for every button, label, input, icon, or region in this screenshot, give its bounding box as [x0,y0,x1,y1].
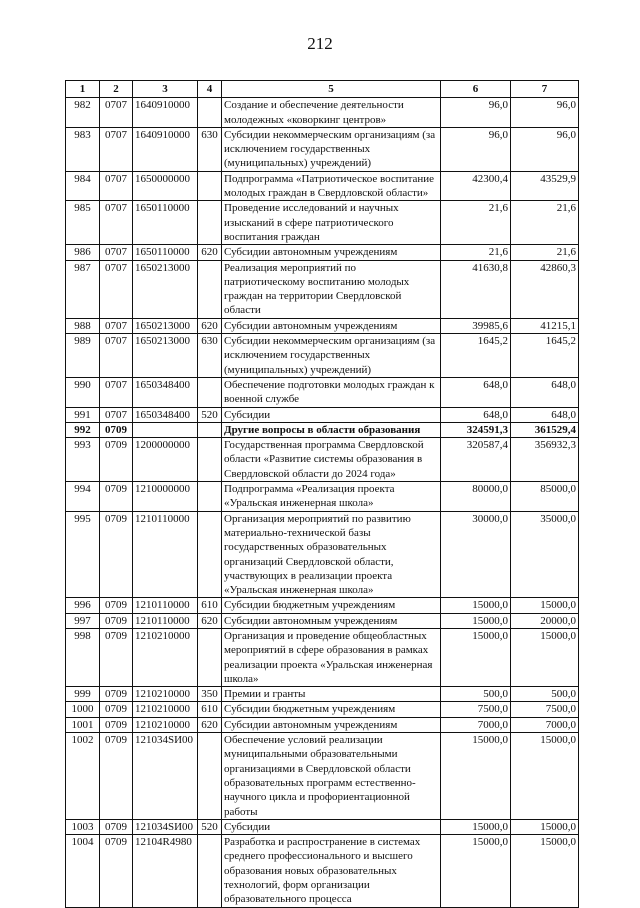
amount-year-2: 15000,0 [511,819,579,834]
section-code: 0707 [100,318,133,333]
section-code: 0707 [100,245,133,260]
table-header-row [66,81,579,98]
row-number: 999 [66,687,100,702]
section-code: 0707 [100,407,133,422]
row-number: 991 [66,407,100,422]
expense-type-code [198,201,222,245]
budget-table [65,80,579,908]
section-code: 0709 [100,717,133,732]
target-article-code: 1210000000 [133,482,198,512]
target-article-code: 1210110000 [133,613,198,628]
amount-year-2: 15000,0 [511,628,579,686]
item-name: Субсидии [222,407,441,422]
item-name: Организация и проведение общеобластных мероприятий в сфере образования в рамках реализации проекта «Уральская инженерная школа» [222,628,441,686]
amount-year-2: 1645,2 [511,334,579,378]
row-number: 992 [66,422,100,437]
amount-year-2: 15000,0 [511,598,579,613]
target-article-code: 1210110000 [133,511,198,598]
table-row [66,318,579,333]
item-name: Реализация мероприятий по патриотическому воспитанию молодых граждан на территории Свердловской области [222,260,441,318]
row-number: 990 [66,377,100,407]
expense-type-code [198,422,222,437]
target-article-code: 121034SИ00 [133,819,198,834]
amount-year-1: 41630,8 [441,260,511,318]
expense-type-code [198,511,222,598]
item-name: Субсидии бюджетным учреждениям [222,702,441,717]
item-name: Субсидии автономным учреждениям [222,245,441,260]
row-number: 988 [66,318,100,333]
section-code: 0707 [100,260,133,318]
amount-year-2: 7500,0 [511,702,579,717]
amount-year-1: 320587,4 [441,438,511,482]
section-code: 0709 [100,482,133,512]
table-row [66,422,579,437]
amount-year-1: 500,0 [441,687,511,702]
col-header-name: 5 [222,81,441,98]
expense-type-code: 620 [198,245,222,260]
amount-year-1: 80000,0 [441,482,511,512]
target-article-code: 1650348400 [133,377,198,407]
table-row [66,438,579,482]
item-name: Субсидии автономным учреждениям [222,318,441,333]
amount-year-2: 96,0 [511,98,579,128]
amount-year-1: 15000,0 [441,598,511,613]
target-article-code: 12104R4980 [133,835,198,907]
section-code: 0709 [100,438,133,482]
target-article-code: 1650213000 [133,318,198,333]
expense-type-code [198,260,222,318]
target-article-code: 1210210000 [133,628,198,686]
table-row [66,598,579,613]
row-number: 1002 [66,733,100,820]
item-name: Подпрограмма «Патриотическое воспитание молодых граждан в Свердловской области» [222,171,441,201]
table-row [66,98,579,128]
item-name: Премии и гранты [222,687,441,702]
amount-year-1: 96,0 [441,127,511,171]
amount-year-1: 21,6 [441,245,511,260]
col-header-num: 1 [66,81,100,98]
amount-year-2: 21,6 [511,245,579,260]
table-row [66,717,579,732]
expense-type-code: 620 [198,717,222,732]
target-article-code: 1650213000 [133,260,198,318]
target-article-code: 1200000000 [133,438,198,482]
expense-type-code: 620 [198,318,222,333]
target-article-code: 1650348400 [133,407,198,422]
amount-year-2: 42860,3 [511,260,579,318]
table-row [66,511,579,598]
amount-year-2: 15000,0 [511,733,579,820]
amount-year-2: 356932,3 [511,438,579,482]
expense-type-code [198,835,222,907]
item-name: Создание и обеспечение деятельности молодежных «коворкинг центров» [222,98,441,128]
section-code: 0709 [100,687,133,702]
item-name: Проведение исследований и научных изысканий в сфере патриотического воспитания граждан [222,201,441,245]
amount-year-1: 1645,2 [441,334,511,378]
amount-year-1: 96,0 [441,98,511,128]
section-code: 0709 [100,733,133,820]
table-row [66,377,579,407]
expense-type-code: 630 [198,334,222,378]
section-code: 0709 [100,835,133,907]
item-name: Субсидии [222,819,441,834]
table-row [66,127,579,171]
target-article-code [133,422,198,437]
section-code: 0709 [100,613,133,628]
table-row [66,260,579,318]
table-row [66,245,579,260]
item-name: Обеспечение подготовки молодых граждан к военной службе [222,377,441,407]
table-row [66,201,579,245]
section-code: 0709 [100,422,133,437]
row-number: 1001 [66,717,100,732]
amount-year-1: 7500,0 [441,702,511,717]
col-header-amount-2: 7 [511,81,579,98]
expense-type-code: 520 [198,819,222,834]
target-article-code: 1650000000 [133,171,198,201]
amount-year-1: 15000,0 [441,835,511,907]
col-header-expense-type: 4 [198,81,222,98]
row-number: 987 [66,260,100,318]
amount-year-2: 20000,0 [511,613,579,628]
item-name: Организация мероприятий по развитию материально-технической базы государственных образовательных организаций Свердловской области, участвующих в реализации проекта «Уральская инженерная школа» [222,511,441,598]
target-article-code: 1650213000 [133,334,198,378]
expense-type-code: 630 [198,127,222,171]
item-name: Субсидии автономным учреждениям [222,717,441,732]
expense-type-code: 520 [198,407,222,422]
target-article-code: 1210210000 [133,702,198,717]
amount-year-2: 85000,0 [511,482,579,512]
expense-type-code [198,438,222,482]
item-name: Субсидии бюджетным учреждениям [222,598,441,613]
row-number: 1003 [66,819,100,834]
target-article-code: 1210210000 [133,687,198,702]
row-number: 986 [66,245,100,260]
item-name: Субсидии некоммерческим организациям (за исключением государственных (муниципальных) учреждений) [222,334,441,378]
table-row [66,819,579,834]
amount-year-2: 500,0 [511,687,579,702]
row-number: 984 [66,171,100,201]
item-name: Субсидии некоммерческим организациям (за исключением государственных (муниципальных) учреждений) [222,127,441,171]
row-number: 983 [66,127,100,171]
section-code: 0709 [100,628,133,686]
amount-year-1: 30000,0 [441,511,511,598]
section-code: 0707 [100,377,133,407]
target-article-code: 1210110000 [133,598,198,613]
section-code: 0707 [100,334,133,378]
amount-year-1: 648,0 [441,407,511,422]
item-name: Подпрограмма «Реализация проекта «Уральская инженерная школа» [222,482,441,512]
table-row [66,407,579,422]
row-number: 1000 [66,702,100,717]
amount-year-2: 361529,4 [511,422,579,437]
section-code: 0709 [100,819,133,834]
amount-year-2: 15000,0 [511,835,579,907]
table-row [66,733,579,820]
target-article-code: 1650110000 [133,201,198,245]
amount-year-1: 324591,3 [441,422,511,437]
row-number: 1004 [66,835,100,907]
row-number: 995 [66,511,100,598]
row-number: 997 [66,613,100,628]
table-row [66,482,579,512]
expense-type-code [198,628,222,686]
amount-year-2: 648,0 [511,407,579,422]
expense-type-code [198,171,222,201]
amount-year-2: 41215,1 [511,318,579,333]
row-number: 993 [66,438,100,482]
section-code: 0707 [100,98,133,128]
expense-type-code: 620 [198,613,222,628]
item-name: Государственная программа Свердловской области «Развитие системы образования в Свердловской области до 2024 года» [222,438,441,482]
amount-year-1: 15000,0 [441,733,511,820]
row-number: 998 [66,628,100,686]
expense-type-code [198,733,222,820]
amount-year-1: 21,6 [441,201,511,245]
amount-year-1: 15000,0 [441,628,511,686]
table-row [66,334,579,378]
amount-year-1: 42300,4 [441,171,511,201]
target-article-code: 1640910000 [133,98,198,128]
section-code: 0707 [100,127,133,171]
expense-type-code [198,482,222,512]
expense-type-code: 610 [198,702,222,717]
amount-year-1: 39985,6 [441,318,511,333]
target-article-code: 1650110000 [133,245,198,260]
item-name: Другие вопросы в области образования [222,422,441,437]
row-number: 982 [66,98,100,128]
item-name: Разработка и распространение в системах среднего профессионального и высшего образования новых образовательных технологий, форм организации образовательного процесса [222,835,441,907]
col-header-section: 2 [100,81,133,98]
amount-year-1: 648,0 [441,377,511,407]
expense-type-code: 350 [198,687,222,702]
expense-type-code: 610 [198,598,222,613]
amount-year-1: 7000,0 [441,717,511,732]
expense-type-code [198,98,222,128]
amount-year-2: 7000,0 [511,717,579,732]
amount-year-2: 96,0 [511,127,579,171]
amount-year-2: 21,6 [511,201,579,245]
expense-type-code [198,377,222,407]
section-code: 0709 [100,702,133,717]
section-code: 0707 [100,171,133,201]
target-article-code: 1640910000 [133,127,198,171]
row-number: 996 [66,598,100,613]
amount-year-1: 15000,0 [441,613,511,628]
amount-year-2: 35000,0 [511,511,579,598]
target-article-code: 121034SИ00 [133,733,198,820]
table-row [66,171,579,201]
row-number: 985 [66,201,100,245]
col-header-amount-1: 6 [441,81,511,98]
item-name: Обеспечение условий реализации муниципальными образовательными организациями в Свердловской области образовательных программ естественно-научного цикла и профориентационной работы [222,733,441,820]
amount-year-2: 43529,9 [511,171,579,201]
row-number: 994 [66,482,100,512]
item-name: Субсидии автономным учреждениям [222,613,441,628]
row-number: 989 [66,334,100,378]
amount-year-1: 15000,0 [441,819,511,834]
table-row [66,613,579,628]
section-code: 0709 [100,511,133,598]
page-number: 212 [307,34,333,53]
section-code: 0707 [100,201,133,245]
table-row [66,687,579,702]
table-row [66,835,579,907]
section-code: 0709 [100,598,133,613]
col-header-target-article: 3 [133,81,198,98]
amount-year-2: 648,0 [511,377,579,407]
table-row [66,628,579,686]
table-row [66,702,579,717]
target-article-code: 1210210000 [133,717,198,732]
